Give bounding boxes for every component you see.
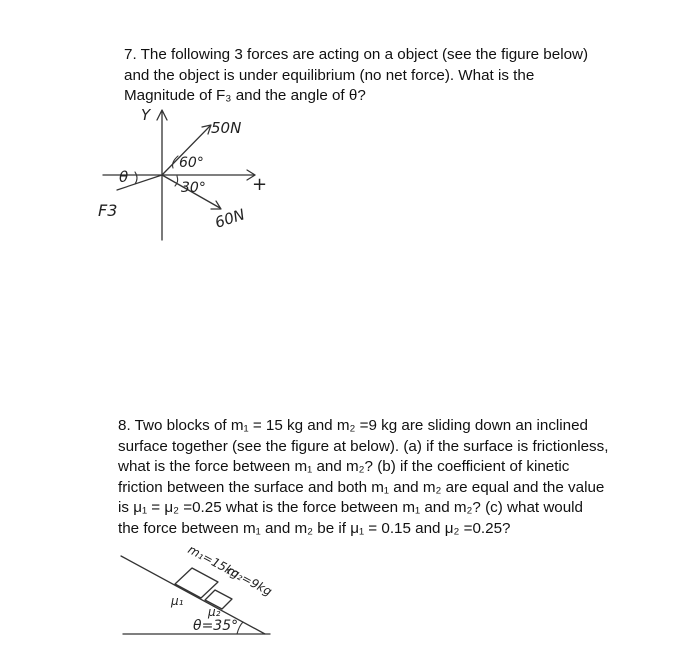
force-50n-label: 50N xyxy=(211,119,242,137)
force-60n-label: 60N xyxy=(212,205,248,232)
m2-label: m₂=9kg xyxy=(224,563,275,599)
problem-8-line-6: the force between m₁ and m₂ be if μ₁ = 0.15 and μ₂ =0.25? xyxy=(118,519,511,537)
problem-7-line-3: Magnitude of F₃ and the angle of θ? xyxy=(124,87,366,104)
mu2-label: μ₂ xyxy=(208,605,221,619)
force-diagram xyxy=(95,100,295,250)
force-f3-label: F3 xyxy=(98,201,118,220)
problem-8-text xyxy=(118,416,608,539)
angle-60-label: 60° xyxy=(179,155,204,171)
angle-label: θ=35° xyxy=(193,618,239,634)
problem-7-line-1: 7. The following 3 forces are acting on a object (see the figure below) xyxy=(124,46,589,63)
problem-7-line-2: and the object is under equilibrium (no net force). What is the xyxy=(124,66,535,84)
angle-30-label: 30° xyxy=(181,180,206,196)
incline-diagram xyxy=(115,530,285,645)
m1-label: m₁=15kg xyxy=(185,542,242,582)
problem-8-line-1: 8. Two blocks of m₁ = 15 kg and m₂ =9 kg are sliding down an inclined xyxy=(118,417,589,434)
problem-8-line-3: what is the force between m₁ and m₂? (b) if the coefficient of kinetic xyxy=(118,458,570,475)
x-axis-label: + xyxy=(252,174,268,195)
theta-arc xyxy=(135,172,137,184)
angle-30-arc xyxy=(175,176,178,186)
problem-8-line-4: friction between the surface and both m₁ and m₂ are equal and the value xyxy=(118,478,605,496)
problem-8-line-5: is μ₁ = μ₂ =0.25 what is the force between m₁ and m₂? (c) what would xyxy=(118,499,584,516)
theta-label: θ xyxy=(119,168,129,186)
y-axis-label: Y xyxy=(141,106,151,124)
problem-8-line-2: surface together (see the figure at below). (a) if the surface is frictionless, xyxy=(118,437,609,455)
mu1-label: μ₁ xyxy=(171,594,184,608)
problem-7-text xyxy=(124,45,588,107)
